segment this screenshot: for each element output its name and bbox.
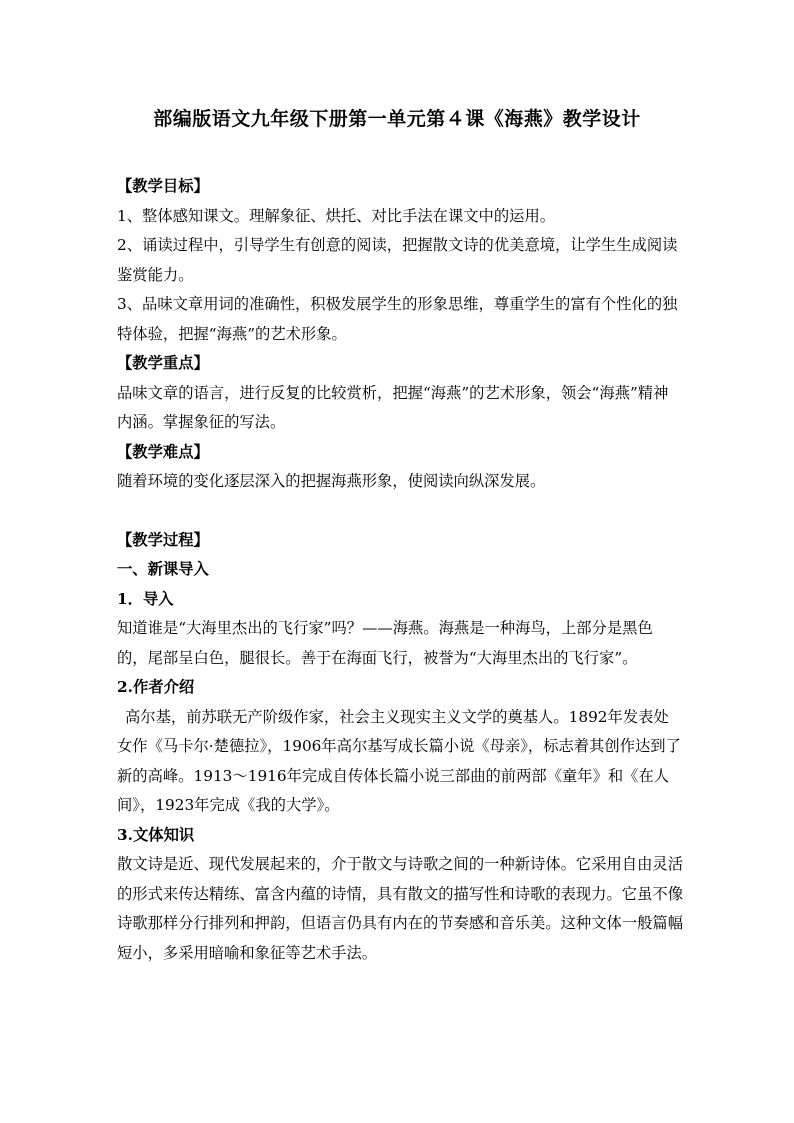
objective-item: 3、品味文章用词的准确性，积极发展学生的形象思维，尊重学生的富有个性化的独特体验，把握“海燕”的艺术形象。 [117, 295, 678, 343]
difficulties-text: 随着环境的变化逐层深入的把握海燕形象，使阅读向纵深发展。 [117, 472, 546, 490]
section-heading-intro: 一、新课导入 [117, 560, 209, 578]
difficulties-heading: 【教学难点】 [117, 442, 209, 461]
subheading-lead-in: 1．导入 [117, 589, 174, 608]
author-text: 高尔基，前苏联无产阶级作家，社会主义现实主义文学的奠基人。1892年发表处女作《马卡尔·楚德拉》，1906年高尔基写成长篇小说《母亲》，标志着其创作达到了新的高峰。1913～1916年完成自传体长篇小说三部曲的前两部《童年》和《在人间》，1923年完成《我的大学》。 [117, 707, 681, 814]
section-spacer [117, 497, 683, 526]
document-body [117, 172, 683, 968]
subheading-genre: 3.文体知识 [117, 825, 195, 844]
objective-item: 1、整体感知课文。理解象征、烘托、对比手法在课文中的运用。 [117, 206, 556, 225]
document-title: 部编版语文九年级下册第一单元第４课《海燕》教学设计 [153, 108, 641, 130]
objective-item: 2、诵读过程中，引导学生有创意的阅读，把握散文诗的优美意境，让学生生成阅读鉴赏能力。 [117, 236, 678, 284]
key-points-heading: 【教学重点】 [117, 354, 209, 372]
subheading-author: 2.作者介绍 [117, 678, 195, 696]
genre-text: 散文诗是近、现代发展起来的，介于散文与诗歌之间的一种新诗体。它采用自由灵活的形式来传达精练、富含内蕴的诗情，具有散文的描写性和诗歌的表现力。它虽不像诗歌那样分行排列和押韵，但语言仍具有内在的节奏感和音乐美。这种文体一般篇幅短小，多采用暗喻和象征等艺术手法。 [117, 855, 683, 962]
key-points-text: 品味文章的语言，进行反复的比较赏析，把握“海燕”的艺术形象，领会“海燕”精神内涵。掌握象征的写法。 [117, 383, 669, 431]
objectives-heading: 【教学目标】 [117, 177, 209, 195]
process-heading: 【教学过程】 [117, 530, 209, 549]
lead-in-text: 知道谁是“大海里杰出的飞行家”吗？——海燕。海燕是一种海鸟，上部分是黑色的，尾部呈白色，腿很长。善于在海面飞行，被誉为“大海里杰出的飞行家”。 [117, 619, 653, 667]
